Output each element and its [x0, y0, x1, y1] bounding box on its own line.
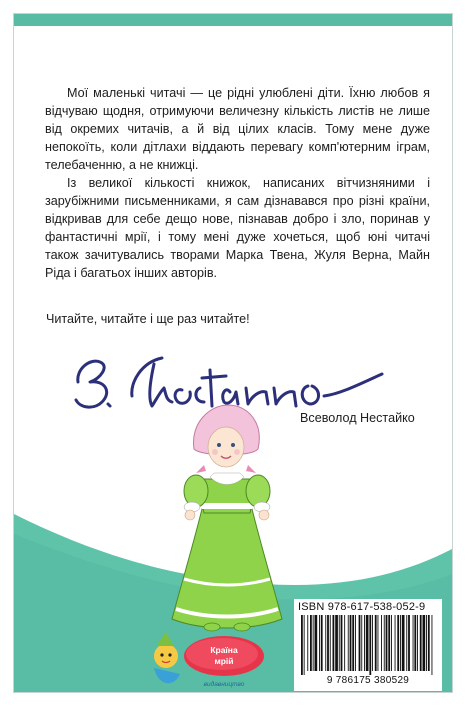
doll-illustration [162, 399, 292, 639]
barcode-bar [366, 615, 369, 671]
barcode-bar [325, 615, 326, 671]
barcode-bar [352, 615, 354, 671]
barcode-bar [355, 615, 356, 671]
barcode-bar [414, 615, 416, 671]
barcode-bar [330, 615, 331, 671]
barcode-bar [400, 615, 401, 671]
barcode-bar [301, 615, 303, 675]
barcode-bar [378, 615, 379, 671]
publisher-subtitle: видавництво [203, 681, 245, 688]
barcode-bar [375, 615, 377, 671]
barcode-bar [335, 615, 338, 671]
barcode-bar [397, 615, 399, 671]
barcode-bar [313, 615, 314, 671]
barcode-bar [359, 615, 361, 671]
barcode-bar [408, 615, 410, 671]
barcode [300, 615, 436, 675]
barcode-bar [319, 615, 320, 671]
barcode-number: 9 786175 380529 [326, 675, 410, 686]
barcode-bar [364, 615, 365, 671]
barcode-bar [417, 615, 418, 671]
barcode-bar [327, 615, 329, 671]
barcode-bar [369, 615, 371, 675]
publisher-name-line1: Країна [210, 645, 238, 655]
barcode-bar [423, 615, 426, 671]
paragraph-2: Із великої кількості книжок, написаних вітчизняними і зарубіжними письменниками, я сам дізнавався про різні країни, відкривав для себе дещо нове, пізнавав добро і зло, поринав у фантастичні мрії, і тому мені дуже хочеться, щоб юні читачі також зачитувались творами Марка Твена, Жуля Верна, Майн Ріда і багатьох інших авторів. [45, 176, 430, 280]
barcode-bar [426, 615, 427, 671]
barcode-bar [341, 615, 343, 671]
back-cover [14, 14, 452, 692]
barcode-bar [310, 615, 312, 671]
barcode-bar [372, 615, 373, 671]
barcode-bar [348, 615, 349, 671]
barcode-bar [386, 615, 388, 671]
closing-line: Читайте, читайте і ще раз читайте! [46, 312, 250, 326]
author-name: Всеволод Нестайко [300, 411, 415, 425]
barcode-bar [321, 615, 323, 671]
barcode-bar [413, 615, 414, 671]
barcode-bar [432, 615, 433, 675]
publisher-name-line2: мрій [214, 656, 234, 666]
barcode-bar [350, 615, 352, 671]
barcode-bar [395, 615, 396, 671]
barcode-bar [384, 615, 385, 671]
barcode-bar [420, 615, 422, 671]
barcode-bar [402, 615, 405, 671]
barcode-bar [315, 615, 318, 671]
barcode-bar [344, 615, 345, 671]
isbn-barcode-block [294, 599, 442, 691]
publisher-logo [144, 626, 274, 692]
barcode-bar [388, 615, 390, 671]
barcode-bar [361, 615, 362, 671]
isbn-label: ISBN 978-617-538-052-9 [298, 601, 426, 613]
barcode-bar [304, 615, 305, 675]
barcode-bar [428, 615, 430, 671]
barcode-bar [406, 615, 407, 671]
barcode-bar [339, 615, 340, 671]
preface-text [45, 84, 430, 282]
paragraph-1: Мої маленькі читачі — це рідні улюблені діти. Їхню любов я відчуваю щодня, отримуючи величезну кількість листів не лише від окремих читачів, а й від цілих класів. Тому мене дуже непокоїть, коли дітлахи віддають перевагу комп'ютерним іграм, телебаченню, а не книжці. [45, 86, 430, 172]
barcode-bar [391, 615, 392, 671]
barcode-bar [333, 615, 335, 671]
barcode-bar [307, 615, 308, 671]
barcode-bar [381, 615, 382, 671]
